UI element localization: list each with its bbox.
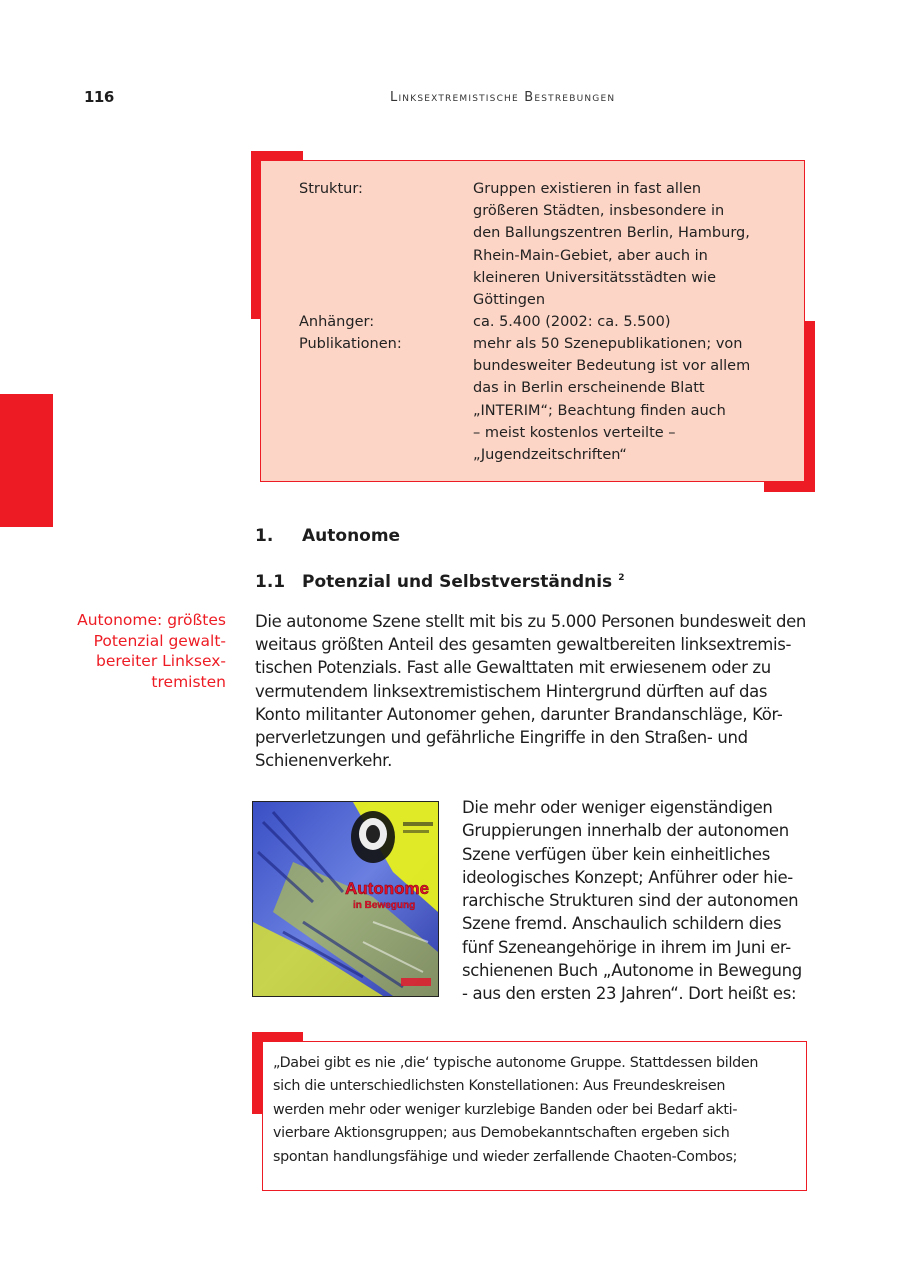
footnote-marker[interactable]: 2 bbox=[618, 573, 625, 583]
paragraph-line: Szene verfügen über kein einheitliches bbox=[462, 844, 770, 864]
infobox-value-line: größeren Städten, insbesondere in bbox=[473, 203, 725, 220]
infobox-label: Struktur: bbox=[299, 181, 363, 197]
book-cover-title: Autonome bbox=[345, 879, 430, 898]
quote-text bbox=[273, 1052, 758, 1169]
infobox-value-line: „Jugendzeitschriften“ bbox=[473, 447, 627, 464]
quote-accent-left bbox=[252, 1032, 262, 1114]
infobox-value-line: kleineren Universitätsstädten wie bbox=[473, 269, 717, 286]
chapter-tab-marker bbox=[0, 394, 53, 527]
paragraph-autonome-szene bbox=[255, 610, 815, 772]
margin-note-line: Autonome: größtes bbox=[77, 611, 226, 629]
section-title: Autonome bbox=[302, 526, 401, 546]
book-cover-subtitle: in Bewegung bbox=[353, 900, 416, 911]
margin-note bbox=[56, 610, 226, 692]
paragraph-gruppierungen bbox=[462, 796, 822, 1006]
paragraph-line: Gruppierungen innerhalb der autonomen bbox=[462, 821, 789, 841]
infobox-value bbox=[473, 178, 773, 311]
infobox-value-line: Gruppen existieren in fast allen bbox=[473, 181, 702, 197]
infobox-value-line: den Ballungszentren Berlin, Hamburg, bbox=[473, 225, 750, 242]
paragraph-line: schienenen Buch „Autonome in Bewegung bbox=[462, 961, 802, 981]
infobox-value-line: das in Berlin erscheinende Blatt bbox=[473, 380, 705, 397]
infobox-value-line: Göttingen bbox=[473, 292, 546, 309]
paragraph-line: Konto militanter Autonomer gehen, darunter Brandanschläge, Kör- bbox=[255, 704, 783, 724]
subsection-title: Potenzial und Selbstverständnis bbox=[302, 572, 613, 592]
section-number: 1. bbox=[255, 526, 274, 546]
paragraph-line: fünf Szeneangehörige in ihrem im Juni er- bbox=[462, 937, 791, 957]
quote-box bbox=[262, 1041, 807, 1191]
page-number: 116 bbox=[84, 88, 114, 106]
infobox-label: Anhänger: bbox=[299, 314, 375, 330]
margin-note-line: Potenzial gewalt- bbox=[93, 631, 226, 650]
paragraph-line: rarchische Strukturen sind der autonomen bbox=[462, 891, 799, 911]
infobox-value-line: Rhein-Main-Gebiet, aber auch in bbox=[473, 247, 708, 264]
infobox-value-line: ca. 5.400 (2002: ca. 5.500) bbox=[473, 314, 671, 330]
section-heading-autonome bbox=[255, 526, 400, 546]
quote-line: „Dabei gibt es nie ‚die‘ typische autonome Gruppe. Stattdessen bilden bbox=[273, 1055, 759, 1071]
infobox-accent-right bbox=[805, 321, 815, 492]
subsection-heading-potenzial bbox=[255, 572, 624, 592]
paragraph-line: Szene fremd. Anschaulich schildern dies bbox=[462, 914, 782, 934]
quote-line: sich die unterschiedlichsten Konstellationen: Aus Freundeskreisen bbox=[273, 1078, 726, 1095]
paragraph-line: Schienenverkehr. bbox=[255, 751, 392, 771]
quote-line: werden mehr oder weniger kurzlebige Banden oder bei Bedarf akti- bbox=[273, 1101, 738, 1118]
infobox-value-line: bundesweiter Bedeutung ist vor allem bbox=[473, 358, 751, 375]
paragraph-line: Die mehr oder weniger eigenständigen bbox=[462, 798, 773, 817]
facts-infobox bbox=[260, 160, 805, 482]
paragraph-line: tischen Potenzials. Fast alle Gewalttaten mit erwiesenem oder zu bbox=[255, 658, 771, 678]
paragraph-line: perverletzungen und gefährliche Eingriffe in den Straßen- und bbox=[255, 728, 748, 748]
infobox-value bbox=[473, 311, 773, 333]
paragraph-line: vermutendem linksextremistischem Hintergrund dürften auf das bbox=[255, 681, 768, 701]
quote-line: vierbare Aktionsgruppen; aus Demobekanntschaften ergeben sich bbox=[273, 1125, 730, 1142]
paragraph-line: weitaus größten Anteil des gesamten gewaltbereiten linksextremis- bbox=[255, 635, 792, 655]
infobox-value bbox=[473, 333, 773, 466]
margin-note-line: tremisten bbox=[151, 672, 226, 691]
subsection-number: 1.1 bbox=[255, 572, 286, 592]
infobox-value-line: „INTERIM“; Beachtung finden auch bbox=[473, 402, 726, 419]
infobox-accent-bottom-right bbox=[764, 482, 815, 492]
paragraph-line: Die autonome Szene stellt mit bis zu 5.000 Personen bundesweit den bbox=[255, 612, 807, 631]
running-title: Linksextremistische Bestrebungen bbox=[390, 90, 616, 105]
book-cover-image bbox=[252, 801, 439, 997]
margin-note-line: bereiter Linksex- bbox=[95, 652, 226, 670]
infobox-value-line: mehr als 50 Szenepublikationen; von bbox=[473, 336, 743, 352]
paragraph-line: ideologisches Konzept; Anführer oder hie- bbox=[462, 867, 793, 887]
quote-line: spontan handlungsfähige und wieder zerfallende Chaoten-Combos; bbox=[273, 1148, 738, 1165]
paragraph-line: - aus den ersten 23 Jahren“. Dort heißt es: bbox=[462, 984, 797, 1004]
book-cover-art bbox=[253, 802, 438, 996]
infobox-value-line: – meist kostenlos verteilte – bbox=[473, 424, 676, 441]
infobox-label: Publikationen: bbox=[299, 336, 402, 352]
